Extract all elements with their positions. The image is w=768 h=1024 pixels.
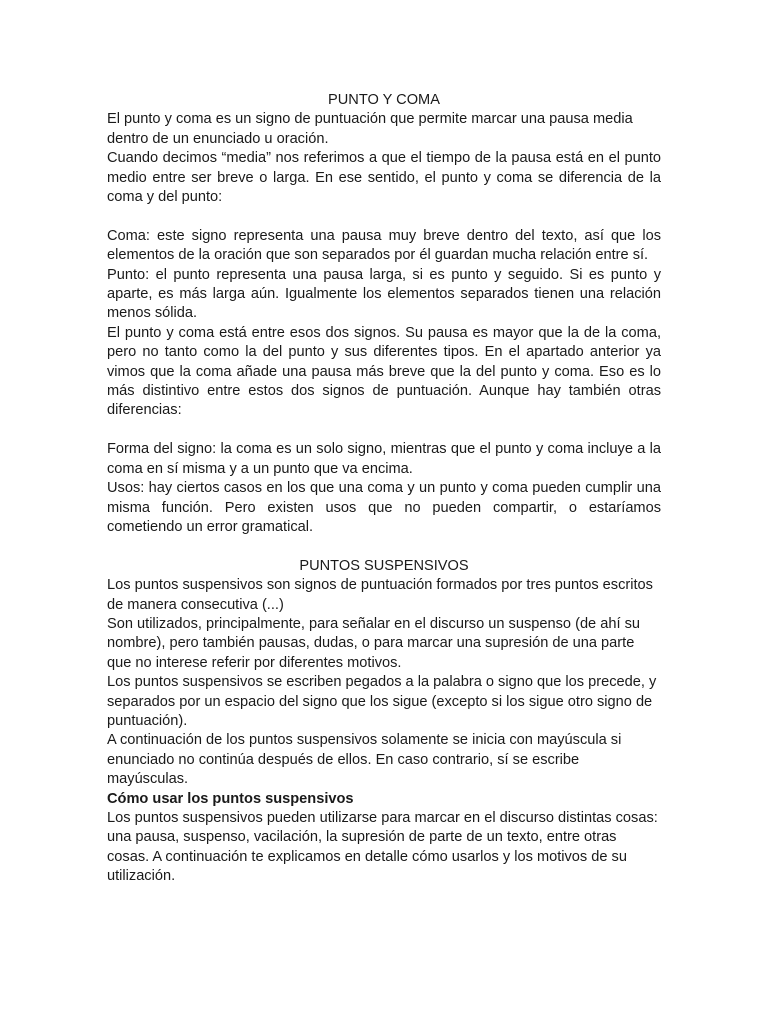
paragraph: Los puntos suspensivos son signos de puntuación formados por tres puntos escritos de manera consecutiva (...)	[107, 577, 653, 613]
blank-line	[107, 207, 661, 226]
paragraph: Forma del signo: la coma es un solo signo, mientras que el punto y coma incluye a la coma en sí misma y a un punto que va encima.	[107, 441, 661, 477]
paragraph: Los puntos suspensivos pueden utilizarse para marcar en el discurso distintas cosas: una pausa, suspenso, vacilación, la supresión de parte de un texto, entre otras cosas. A continuación te explicamos en detalle cómo usarlos y los motivos de su utilización.	[107, 809, 658, 885]
paragraph: Los puntos suspensivos se escriben pegados a la palabra o signo que los precede, y separados por un espacio del signo que los sigue (excepto si los sigue otro signo de puntuación).	[107, 674, 657, 729]
blank-line	[107, 421, 661, 440]
section-title-puntos-suspensivos: PUNTOS SUSPENSIVOS	[299, 557, 469, 574]
paragraph: El punto y coma es un signo de puntuación que permite marcar una pausa media dentro de un enunciado u oración.	[107, 111, 633, 147]
blank-line	[107, 537, 661, 556]
paragraph: Usos: hay ciertos casos en los que una coma y un punto y coma pueden cumplir una misma función. Pero existen usos que no pueden compartir, o estaríamos cometiendo un error gramatical.	[107, 480, 661, 535]
paragraph: Cuando decimos “media” nos referimos a que el tiempo de la pausa está en el punto medio entre ser breve o larga. En ese sentido, el punto y coma se diferencia de la coma y del punto:	[107, 150, 661, 206]
document-page	[107, 91, 661, 887]
paragraph: A continuación de los puntos suspensivos solamente se inicia con mayúscula si enunciado no continúa después de ellos. En caso contrario, sí se escribe mayúsculas.	[107, 732, 622, 788]
section-title-punto-y-coma: PUNTO Y COMA	[328, 92, 440, 108]
paragraph: Punto: el punto representa una pausa larga, si es punto y seguido. Si es punto y aparte, es más larga aún. Igualmente los elementos separados tienen una relación menos sólida.	[107, 266, 661, 322]
paragraph: Coma: este signo representa una pausa muy breve dentro del texto, así que los elementos de la oración que son separados por él guardan mucha relación entre sí.	[107, 227, 661, 264]
paragraph: Son utilizados, principalmente, para señalar en el discurso un suspenso (de ahí su nombre), pero también pausas, dudas, o para marcar una supresión de una parte que no interese referir por diferentes motivos.	[107, 615, 640, 671]
paragraph: El punto y coma está entre esos dos signos. Su pausa es mayor que la de la coma, pero no tanto como la del punto y sus diferentes tipos. En el apartado anterior ya vimos que la coma añade una pausa más breve que la del punto y coma. Eso es lo más distintivo entre estos dos signos de puntuación. Aunque hay también otras diferencias:	[107, 324, 661, 419]
subheading: Cómo usar los puntos suspensivos	[107, 790, 354, 807]
